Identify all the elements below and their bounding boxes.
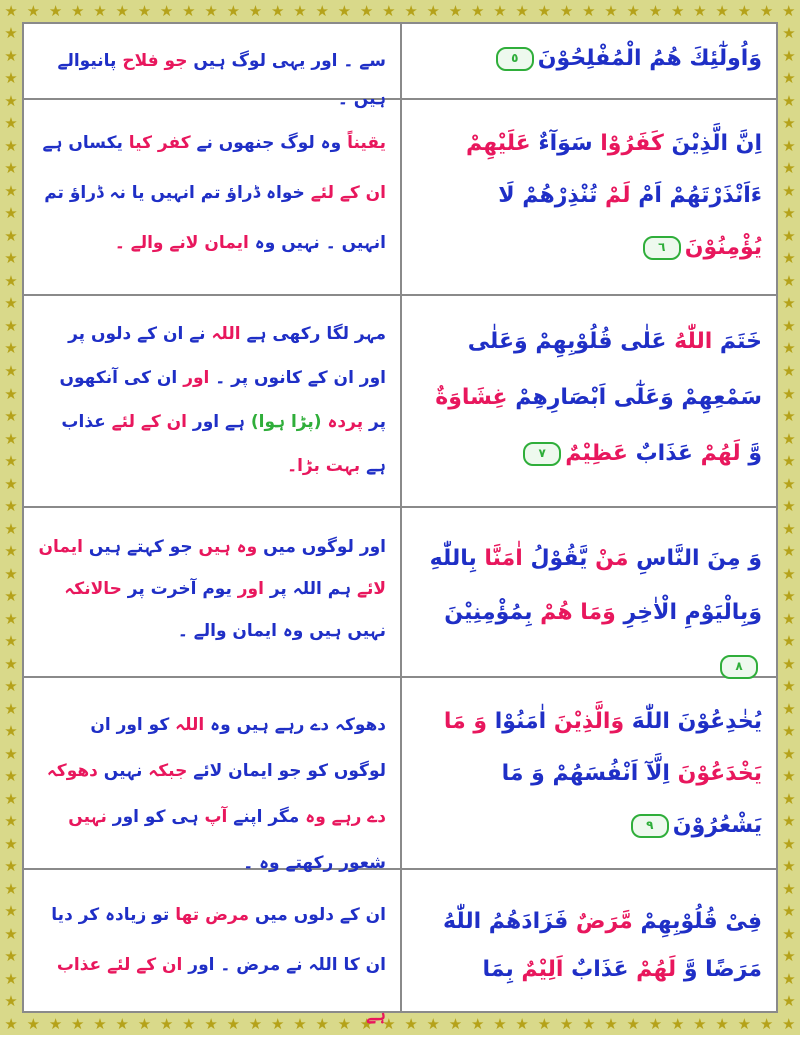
urdu-text-segment: خواہ ڈراؤ تم انہیں یا نہ ڈراؤ تم انہیں ۔ نہیں وہ bbox=[44, 183, 386, 253]
arabic-text-segment: خَتَمَ bbox=[712, 329, 762, 354]
star-ornament-icon: ★ bbox=[4, 2, 18, 20]
star-ornament-icon: ★ bbox=[693, 1015, 707, 1033]
star-ornament-icon: ★ bbox=[271, 1015, 285, 1033]
urdu-text-segment: ایمان لانے والے ۔ bbox=[114, 233, 249, 253]
verse-row bbox=[24, 508, 776, 678]
star-ornament-icon: ★ bbox=[470, 2, 485, 20]
star-ornament-icon: ★ bbox=[337, 2, 352, 20]
star-ornament-icon: ★ bbox=[4, 91, 18, 110]
star-ornament-icon: ★ bbox=[4, 519, 18, 538]
arabic-text-segment: اٰمَنَّا bbox=[484, 546, 523, 571]
urdu-text-segment: جبکہ bbox=[148, 761, 188, 781]
urdu-translation-cell bbox=[24, 296, 402, 506]
urdu-text-segment: تو زیادہ کر دیا ان کا اللہ نے مرض ۔ اور bbox=[51, 905, 386, 975]
star-ornament-icon: ★ bbox=[648, 1015, 663, 1033]
urdu-text-segment: نہیں ہیں وہ ایمان والے ۔ bbox=[177, 621, 386, 641]
star-ornament-icon: ★ bbox=[4, 969, 18, 988]
verse-row bbox=[24, 24, 776, 109]
star-ornament-icon: ★ bbox=[782, 947, 796, 966]
urdu-text-segment: یوم آخرت پر bbox=[121, 579, 238, 599]
star-ornament-icon: ★ bbox=[4, 24, 18, 43]
star-ornament-icon: ★ bbox=[782, 722, 796, 741]
star-ornament-icon: ★ bbox=[582, 1015, 596, 1033]
urdu-text-segment: یکساں ہے bbox=[42, 133, 129, 153]
star-ornament-icon: ★ bbox=[559, 1015, 574, 1033]
star-ornament-icon: ★ bbox=[426, 1015, 440, 1033]
right-star-border bbox=[778, 22, 800, 1013]
star-ornament-icon: ★ bbox=[359, 1015, 374, 1033]
urdu-text-segment: نے ان کے دلوں پر اور ان کے کانوں پر ۔ bbox=[68, 324, 386, 388]
star-ornament-icon: ★ bbox=[137, 1015, 152, 1033]
arabic-text-segment: لَهُمْ bbox=[700, 441, 741, 466]
star-ornament-icon: ★ bbox=[115, 2, 129, 20]
star-ornament-icon: ★ bbox=[4, 497, 18, 516]
verse-table bbox=[22, 22, 778, 1025]
urdu-text-segment: سے ۔ اور یہی لوگ ہیں bbox=[187, 51, 386, 71]
star-ornament-icon: ★ bbox=[4, 834, 18, 853]
star-ornament-icon: ★ bbox=[470, 1015, 485, 1033]
star-ornament-icon: ★ bbox=[4, 789, 18, 808]
star-ornament-icon: ★ bbox=[782, 969, 796, 988]
star-ornament-icon: ★ bbox=[4, 857, 18, 876]
star-ornament-icon: ★ bbox=[559, 2, 574, 20]
arabic-text-segment: وَاُولٰٓئِكَ هُمُ الْمُفْلِحُوْنَ bbox=[537, 46, 762, 71]
urdu-text-segment: دھوکہ دے رہے ہیں وہ bbox=[204, 715, 386, 735]
star-ornament-icon: ★ bbox=[359, 2, 374, 20]
urdu-text-segment: ان کے لئے bbox=[111, 412, 187, 432]
star-ornament-icon: ★ bbox=[782, 69, 796, 88]
urdu-text-segment: نہیں bbox=[97, 761, 149, 781]
star-ornament-icon: ★ bbox=[448, 1015, 463, 1033]
star-ornament-icon: ★ bbox=[4, 677, 18, 696]
arabic-text-segment: تُنْذِرْهُمْ لَا bbox=[498, 183, 606, 208]
star-ornament-icon: ★ bbox=[226, 2, 241, 20]
urdu-text-segment: کو اور ان لوگوں کو جو ایمان لائے bbox=[90, 715, 386, 781]
star-ornament-icon: ★ bbox=[4, 812, 18, 831]
star-ornament-icon: ★ bbox=[782, 744, 796, 763]
star-ornament-icon: ★ bbox=[782, 497, 796, 516]
urdu-text-segment: ہے اور bbox=[186, 412, 251, 432]
star-ornament-icon: ★ bbox=[737, 2, 752, 20]
urdu-text-segment: وہ لوگ جنھوں نے bbox=[190, 133, 348, 153]
arabic-text-segment: لَمْ bbox=[605, 183, 631, 208]
arabic-text-segment: اِلَّآ اَنْفُسَهُمْ وَ مَا يَشْعُرُوْنَ bbox=[501, 761, 762, 838]
urdu-text-segment: بہت بڑا۔ bbox=[287, 456, 361, 476]
star-ornament-icon: ★ bbox=[115, 1015, 129, 1033]
star-ornament-icon: ★ bbox=[626, 2, 640, 20]
star-ornament-icon: ★ bbox=[782, 384, 796, 403]
urdu-text-segment: ان کے دلوں میں bbox=[249, 905, 386, 925]
arabic-text-segment: بِمَا bbox=[482, 957, 522, 982]
arabic-text-segment: يَخْدَعُوْنَ bbox=[677, 761, 762, 786]
arabic-verse-cell bbox=[404, 508, 776, 676]
ayah-number-badge: ٦ bbox=[643, 236, 681, 260]
star-ornament-icon: ★ bbox=[48, 2, 63, 20]
arabic-text-segment: وَّ bbox=[740, 441, 762, 466]
star-ornament-icon: ★ bbox=[782, 789, 796, 808]
arabic-text-segment: عَذَابٌ bbox=[563, 957, 637, 982]
star-ornament-icon: ★ bbox=[382, 1015, 396, 1033]
arabic-text-segment: كَفَرُوْا bbox=[600, 131, 664, 156]
urdu-translation-cell bbox=[24, 870, 402, 1025]
verse-row bbox=[24, 678, 776, 873]
star-ornament-icon: ★ bbox=[4, 722, 18, 741]
verse-row bbox=[24, 870, 776, 1025]
star-ornament-icon: ★ bbox=[404, 1015, 418, 1033]
star-ornament-icon: ★ bbox=[293, 1015, 307, 1033]
star-ornament-icon: ★ bbox=[782, 361, 796, 380]
star-ornament-icon: ★ bbox=[4, 384, 18, 403]
star-ornament-icon: ★ bbox=[337, 1015, 352, 1033]
verse-row bbox=[24, 100, 776, 296]
urdu-translation-cell bbox=[24, 100, 402, 294]
star-ornament-icon: ★ bbox=[404, 2, 418, 20]
urdu-text-segment: مرض تھا bbox=[175, 905, 250, 925]
star-ornament-icon: ★ bbox=[782, 902, 796, 921]
star-ornament-icon: ★ bbox=[4, 992, 18, 1011]
star-ornament-icon: ★ bbox=[782, 564, 796, 583]
star-ornament-icon: ★ bbox=[782, 24, 796, 43]
arabic-text-segment: لَهُمْ bbox=[636, 957, 677, 982]
star-ornament-icon: ★ bbox=[4, 361, 18, 380]
star-ornament-icon: ★ bbox=[759, 1015, 774, 1033]
arabic-text-segment: عَظِيْمٌ bbox=[565, 441, 628, 466]
urdu-translation-cell bbox=[24, 678, 402, 873]
star-ornament-icon: ★ bbox=[782, 677, 796, 696]
star-ornament-icon: ★ bbox=[4, 587, 18, 606]
star-ornament-icon: ★ bbox=[782, 857, 796, 876]
star-ornament-icon: ★ bbox=[782, 587, 796, 606]
star-ornament-icon: ★ bbox=[782, 609, 796, 628]
star-ornament-icon: ★ bbox=[248, 2, 263, 20]
arabic-text-segment: اِنَّ الَّذِيْنَ bbox=[663, 131, 762, 156]
star-ornament-icon: ★ bbox=[782, 204, 796, 223]
urdu-text-segment: جو کہتے ہیں bbox=[83, 537, 199, 557]
urdu-text-segment: ان کے لئے bbox=[107, 955, 183, 975]
star-ornament-icon: ★ bbox=[782, 699, 796, 718]
star-ornament-icon: ★ bbox=[4, 429, 18, 448]
star-ornament-icon: ★ bbox=[4, 902, 18, 921]
star-ornament-icon: ★ bbox=[782, 294, 796, 313]
star-ornament-icon: ★ bbox=[4, 339, 18, 358]
star-ornament-icon: ★ bbox=[737, 1015, 752, 1033]
star-ornament-icon: ★ bbox=[782, 632, 796, 651]
urdu-text-segment: حالانکہ bbox=[64, 579, 122, 599]
star-ornament-icon: ★ bbox=[137, 2, 152, 20]
star-ornament-icon: ★ bbox=[4, 159, 18, 178]
star-ornament-icon: ★ bbox=[4, 316, 18, 335]
star-ornament-icon: ★ bbox=[782, 654, 796, 673]
urdu-text-segment: اور لوگوں میں bbox=[257, 537, 386, 557]
star-ornament-icon: ★ bbox=[159, 2, 174, 20]
star-ornament-icon: ★ bbox=[4, 542, 18, 561]
star-ornament-icon: ★ bbox=[315, 2, 329, 20]
star-ornament-icon: ★ bbox=[537, 1015, 552, 1033]
star-ornament-icon: ★ bbox=[26, 2, 41, 20]
arabic-text-segment: عَذَابٌ bbox=[627, 441, 701, 466]
star-ornament-icon: ★ bbox=[4, 226, 18, 245]
star-ornament-icon: ★ bbox=[4, 744, 18, 763]
arabic-text-segment: وَمَا هُمْ bbox=[540, 600, 616, 625]
star-ornament-icon: ★ bbox=[715, 2, 729, 20]
arabic-text-segment: فِىْ قُلُوْبِهِمْ bbox=[632, 909, 762, 934]
star-ornament-icon: ★ bbox=[426, 2, 440, 20]
arabic-text-segment: اللّٰهُ bbox=[674, 329, 713, 354]
star-ornament-icon: ★ bbox=[93, 1015, 107, 1033]
urdu-text-segment: شعور رکھتے وہ ۔ bbox=[243, 853, 386, 873]
star-ornament-icon: ★ bbox=[4, 69, 18, 88]
star-ornament-icon: ★ bbox=[782, 474, 796, 493]
ayah-number-badge: ٨ bbox=[720, 655, 758, 679]
star-ornament-icon: ★ bbox=[782, 271, 796, 290]
star-ornament-icon: ★ bbox=[248, 1015, 263, 1033]
urdu-text-segment: اور bbox=[237, 579, 264, 599]
star-ornament-icon: ★ bbox=[782, 429, 796, 448]
star-ornament-icon: ★ bbox=[493, 2, 507, 20]
urdu-text-segment: وہ ہیں bbox=[198, 537, 258, 557]
star-ornament-icon: ★ bbox=[582, 2, 596, 20]
star-ornament-icon: ★ bbox=[4, 632, 18, 651]
urdu-text-segment: یقیناً bbox=[347, 133, 386, 153]
star-ornament-icon: ★ bbox=[782, 249, 796, 268]
urdu-text-segment: اور bbox=[183, 368, 210, 388]
star-ornament-icon: ★ bbox=[4, 249, 18, 268]
arabic-verse-cell bbox=[404, 678, 776, 868]
star-ornament-icon: ★ bbox=[4, 407, 18, 426]
star-ornament-icon: ★ bbox=[493, 1015, 507, 1033]
star-ornament-icon: ★ bbox=[782, 879, 796, 898]
arabic-text-segment: بِاللّٰهِ وَبِالْيَوْمِ الْاٰخِرِ bbox=[429, 546, 762, 625]
urdu-text-segment: عذاب ہے bbox=[61, 412, 386, 476]
star-ornament-icon: ★ bbox=[4, 46, 18, 65]
star-ornament-icon: ★ bbox=[693, 2, 707, 20]
urdu-text-segment: آپ bbox=[204, 807, 228, 827]
star-ornament-icon: ★ bbox=[782, 767, 796, 786]
star-ornament-icon: ★ bbox=[782, 1015, 796, 1033]
arabic-text-segment: بِمُؤْمِنِيْنَ bbox=[444, 600, 541, 625]
ayah-number-badge: ٥ bbox=[496, 47, 534, 71]
star-ornament-icon: ★ bbox=[782, 339, 796, 358]
star-ornament-icon: ★ bbox=[293, 2, 307, 20]
star-ornament-icon: ★ bbox=[4, 1015, 18, 1033]
star-ornament-icon: ★ bbox=[782, 46, 796, 65]
star-ornament-icon: ★ bbox=[93, 2, 107, 20]
urdu-text-segment: پانیوالے ہیں ۔ bbox=[57, 51, 386, 109]
urdu-text-segment: (پڑا ہوا) bbox=[250, 412, 328, 432]
star-ornament-icon: ★ bbox=[782, 992, 796, 1011]
star-ornament-icon: ★ bbox=[26, 1015, 41, 1033]
star-ornament-icon: ★ bbox=[382, 2, 396, 20]
urdu-text-segment: نہیں bbox=[68, 807, 107, 827]
star-ornament-icon: ★ bbox=[670, 1015, 685, 1033]
arabic-text-segment: يَّقُوْلُ bbox=[522, 546, 596, 571]
star-ornament-icon: ★ bbox=[782, 924, 796, 943]
arabic-text-segment: اَلِيْمٌ bbox=[521, 957, 564, 982]
star-ornament-icon: ★ bbox=[782, 812, 796, 831]
arabic-verse-cell bbox=[404, 870, 776, 1011]
star-ornament-icon: ★ bbox=[782, 2, 796, 20]
star-ornament-icon: ★ bbox=[4, 136, 18, 155]
urdu-text-segment: ہم اللہ پر bbox=[263, 579, 357, 599]
urdu-text-segment: پردہ bbox=[327, 412, 364, 432]
star-ornament-icon: ★ bbox=[4, 452, 18, 471]
star-ornament-icon: ★ bbox=[4, 204, 18, 223]
arabic-text-segment: مَّرَضٌ bbox=[575, 909, 633, 934]
star-ornament-icon: ★ bbox=[782, 91, 796, 110]
star-ornament-icon: ★ bbox=[782, 114, 796, 133]
star-ornament-icon: ★ bbox=[159, 1015, 174, 1033]
star-ornament-icon: ★ bbox=[604, 2, 618, 20]
arabic-text-segment: وَ مِنَ النَّاسِ bbox=[628, 546, 762, 571]
star-ornament-icon: ★ bbox=[71, 2, 85, 20]
arabic-text-segment: وَالَّذِيْنَ bbox=[553, 709, 625, 734]
left-star-border bbox=[0, 22, 22, 1013]
star-ornament-icon: ★ bbox=[515, 1015, 529, 1033]
star-ornament-icon: ★ bbox=[226, 1015, 241, 1033]
arabic-text-segment: وَ مَا bbox=[443, 709, 488, 734]
star-ornament-icon: ★ bbox=[4, 947, 18, 966]
urdu-text-segment: ان کے لئے bbox=[310, 183, 386, 203]
arabic-text-segment: اٰمَنُوْا bbox=[487, 709, 554, 734]
arabic-text-segment: فَزَادَهُمُ اللّٰهُ مَرَضًا وَّ bbox=[443, 909, 762, 982]
star-ornament-icon: ★ bbox=[782, 407, 796, 426]
star-ornament-icon: ★ bbox=[537, 2, 552, 20]
urdu-text-segment: کفر کیا bbox=[128, 133, 191, 153]
ayah-number-badge: ٧ bbox=[523, 442, 561, 466]
star-ornament-icon: ★ bbox=[4, 181, 18, 200]
star-ornament-icon: ★ bbox=[782, 542, 796, 561]
arabic-verse-cell bbox=[404, 296, 776, 506]
star-ornament-icon: ★ bbox=[648, 2, 663, 20]
star-ornament-icon: ★ bbox=[4, 879, 18, 898]
arabic-text-segment: يُخٰدِعُوْنَ اللّٰهَ bbox=[624, 709, 762, 734]
arabic-text-segment: عَلٰى قُلُوْبِهِمْ وَعَلٰى سَمْعِهِمْ وَعَلٰٓى اَبْصَارِهِمْ bbox=[467, 329, 762, 410]
verse-row bbox=[24, 296, 776, 508]
arabic-text-segment: مَنْ bbox=[595, 546, 629, 571]
star-ornament-icon: ★ bbox=[759, 2, 774, 20]
arabic-text-segment: ءَاَنْذَرْتَهُمْ اَمْ bbox=[630, 183, 762, 208]
urdu-text-segment: مگر اپنے bbox=[227, 807, 306, 827]
urdu-translation-cell bbox=[24, 508, 402, 676]
ayah-number-badge: ٩ bbox=[631, 814, 669, 838]
star-ornament-icon: ★ bbox=[448, 2, 463, 20]
star-ornament-icon: ★ bbox=[604, 1015, 618, 1033]
star-ornament-icon: ★ bbox=[71, 1015, 85, 1033]
urdu-translation-cell bbox=[24, 24, 402, 109]
urdu-text-segment: مہر لگا رکھی ہے bbox=[240, 324, 386, 344]
arabic-verse-cell bbox=[404, 24, 776, 98]
bottom-star-border bbox=[0, 1013, 800, 1035]
star-ornament-icon: ★ bbox=[4, 609, 18, 628]
star-ornament-icon: ★ bbox=[4, 271, 18, 290]
star-ornament-icon: ★ bbox=[4, 564, 18, 583]
star-ornament-icon: ★ bbox=[4, 114, 18, 133]
star-ornament-icon: ★ bbox=[4, 699, 18, 718]
star-ornament-icon: ★ bbox=[670, 2, 685, 20]
arabic-verse-cell bbox=[404, 100, 776, 294]
star-ornament-icon: ★ bbox=[204, 1015, 218, 1033]
star-ornament-icon: ★ bbox=[515, 2, 529, 20]
star-ornament-icon: ★ bbox=[4, 767, 18, 786]
arabic-text-segment: سَوَآءٌ bbox=[530, 131, 601, 156]
star-ornament-icon: ★ bbox=[782, 181, 796, 200]
urdu-text-segment: جو فلاح bbox=[122, 51, 188, 71]
urdu-text-segment: ان کی آنکھوں پر bbox=[59, 368, 386, 432]
star-ornament-icon: ★ bbox=[4, 654, 18, 673]
urdu-text-segment: اللہ bbox=[211, 324, 241, 344]
urdu-text-segment: اللہ bbox=[175, 715, 205, 735]
star-ornament-icon: ★ bbox=[315, 1015, 329, 1033]
star-ornament-icon: ★ bbox=[204, 2, 218, 20]
star-ornament-icon: ★ bbox=[4, 474, 18, 493]
urdu-text-segment: ایمان لائے bbox=[38, 537, 386, 599]
star-ornament-icon: ★ bbox=[182, 2, 196, 20]
star-ornament-icon: ★ bbox=[4, 924, 18, 943]
arabic-text-segment: عَلَيْهِمْ bbox=[465, 131, 531, 156]
star-ornament-icon: ★ bbox=[782, 519, 796, 538]
star-ornament-icon: ★ bbox=[715, 1015, 729, 1033]
star-ornament-icon: ★ bbox=[182, 1015, 196, 1033]
star-ornament-icon: ★ bbox=[626, 1015, 640, 1033]
urdu-text-segment: ہی کو اور bbox=[106, 807, 205, 827]
star-ornament-icon: ★ bbox=[271, 2, 285, 20]
star-ornament-icon: ★ bbox=[782, 834, 796, 853]
top-star-border bbox=[0, 0, 800, 22]
urdu-text-segment: دھوکہ دے رہے وہ bbox=[46, 761, 386, 827]
star-ornament-icon: ★ bbox=[782, 226, 796, 245]
star-ornament-icon: ★ bbox=[4, 294, 18, 313]
arabic-text-segment: يُؤْمِنُوْنَ bbox=[684, 235, 762, 260]
urdu-text-segment: عذاب ہے bbox=[56, 955, 386, 1025]
arabic-text-segment: غِشَاوَةٌ bbox=[435, 385, 508, 410]
star-ornament-icon: ★ bbox=[782, 316, 796, 335]
star-ornament-icon: ★ bbox=[48, 1015, 63, 1033]
star-ornament-icon: ★ bbox=[782, 136, 796, 155]
star-ornament-icon: ★ bbox=[782, 159, 796, 178]
star-ornament-icon: ★ bbox=[782, 452, 796, 471]
